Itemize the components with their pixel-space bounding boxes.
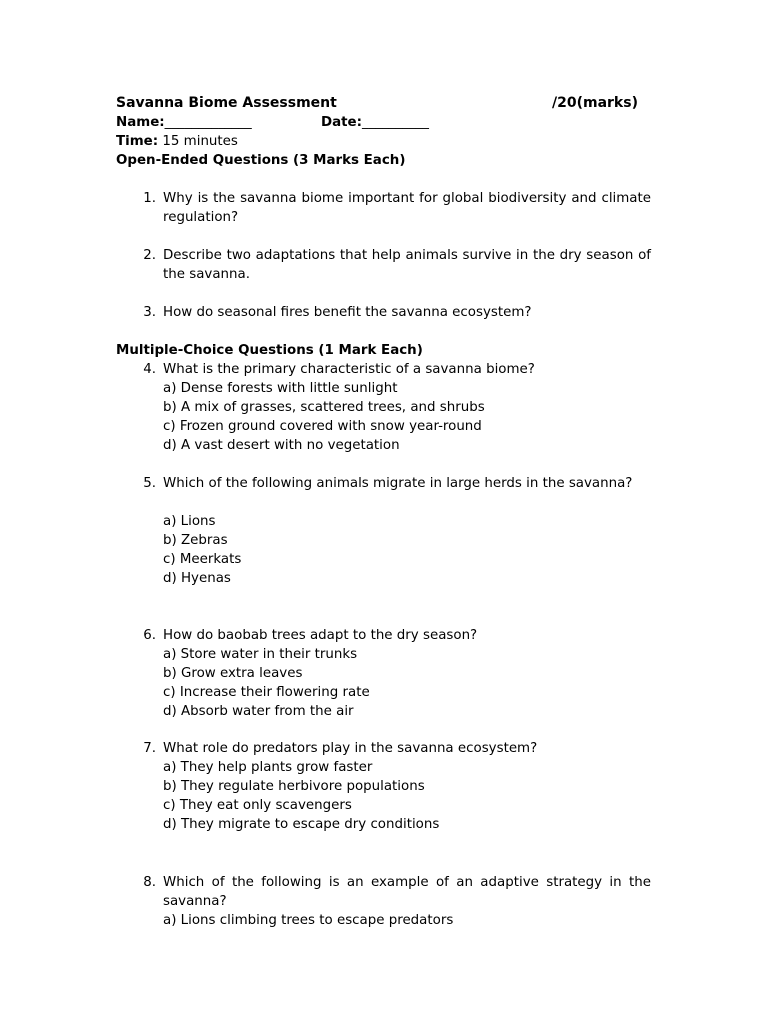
question-text: Describe two adaptations that help animals survive in the dry season of the savanna. <box>163 248 651 282</box>
total-marks: /20(marks) <box>552 95 638 111</box>
option-b: b) Zebras <box>163 533 228 548</box>
question-text: What role do predators play in the savanna ecosystem? <box>163 741 538 756</box>
answer-options <box>163 379 651 455</box>
option-d: d) Hyenas <box>163 571 231 586</box>
question-number: 3. <box>143 305 156 320</box>
answer-options <box>163 758 651 834</box>
option-c: c) Increase their flowering rate <box>163 685 370 700</box>
name-label: Name: <box>116 115 165 130</box>
option-a: a) Lions climbing trees to escape predators <box>163 913 454 928</box>
option-d: d) Absorb water from the air <box>163 704 354 719</box>
document-title: Savanna Biome Assessment <box>116 95 337 111</box>
question-number: 4. <box>143 362 156 377</box>
question-number: 2. <box>143 248 156 263</box>
answer-options <box>163 512 651 588</box>
option-b: b) Grow extra leaves <box>163 666 303 681</box>
question-text: How do seasonal fires benefit the savanna ecosystem? <box>163 305 532 320</box>
section-heading-open-ended: Open-Ended Questions (3 Marks Each) <box>116 153 406 168</box>
answer-options <box>163 645 651 721</box>
question-text: Which of the following is an example of an adaptive strategy in the savanna? <box>163 875 651 909</box>
option-d: d) A vast desert with no vegetation <box>163 438 400 453</box>
option-a: a) They help plants grow faster <box>163 760 373 775</box>
question-number: 8. <box>143 875 156 890</box>
question-number: 1. <box>143 191 156 206</box>
option-c: c) Meerkats <box>163 552 242 567</box>
option-b: b) They regulate herbivore populations <box>163 779 425 794</box>
time-field <box>116 132 238 151</box>
option-d: d) They migrate to escape dry conditions <box>163 817 440 832</box>
question-text: What is the primary characteristic of a savanna biome? <box>163 362 535 377</box>
name-blank: _____________ <box>164 115 252 130</box>
date-field <box>321 113 429 132</box>
date-label: Date: <box>321 115 362 130</box>
question-text: Why is the savanna biome important for global biodiversity and climate regulation? <box>163 191 651 225</box>
date-blank: __________ <box>362 115 429 130</box>
option-a: a) Lions <box>163 514 216 529</box>
question-number: 7. <box>143 741 156 756</box>
question-number: 6. <box>143 628 156 643</box>
question-number: 5. <box>143 476 156 491</box>
option-b: b) A mix of grasses, scattered trees, and shrubs <box>163 400 485 415</box>
option-c: c) Frozen ground covered with snow year-round <box>163 419 482 434</box>
answer-options <box>163 911 651 930</box>
time-label: Time: <box>116 134 159 149</box>
option-c: c) They eat only scavengers <box>163 798 352 813</box>
name-field <box>116 113 252 132</box>
option-a: a) Dense forests with little sunlight <box>163 381 398 396</box>
section-heading-multiple-choice: Multiple-Choice Questions (1 Mark Each) <box>116 343 423 358</box>
time-value: 15 minutes <box>162 134 238 149</box>
option-a: a) Store water in their trunks <box>163 647 358 662</box>
question-text: How do baobab trees adapt to the dry season? <box>163 628 478 643</box>
question-text: Which of the following animals migrate in large herds in the savanna? <box>163 476 633 491</box>
